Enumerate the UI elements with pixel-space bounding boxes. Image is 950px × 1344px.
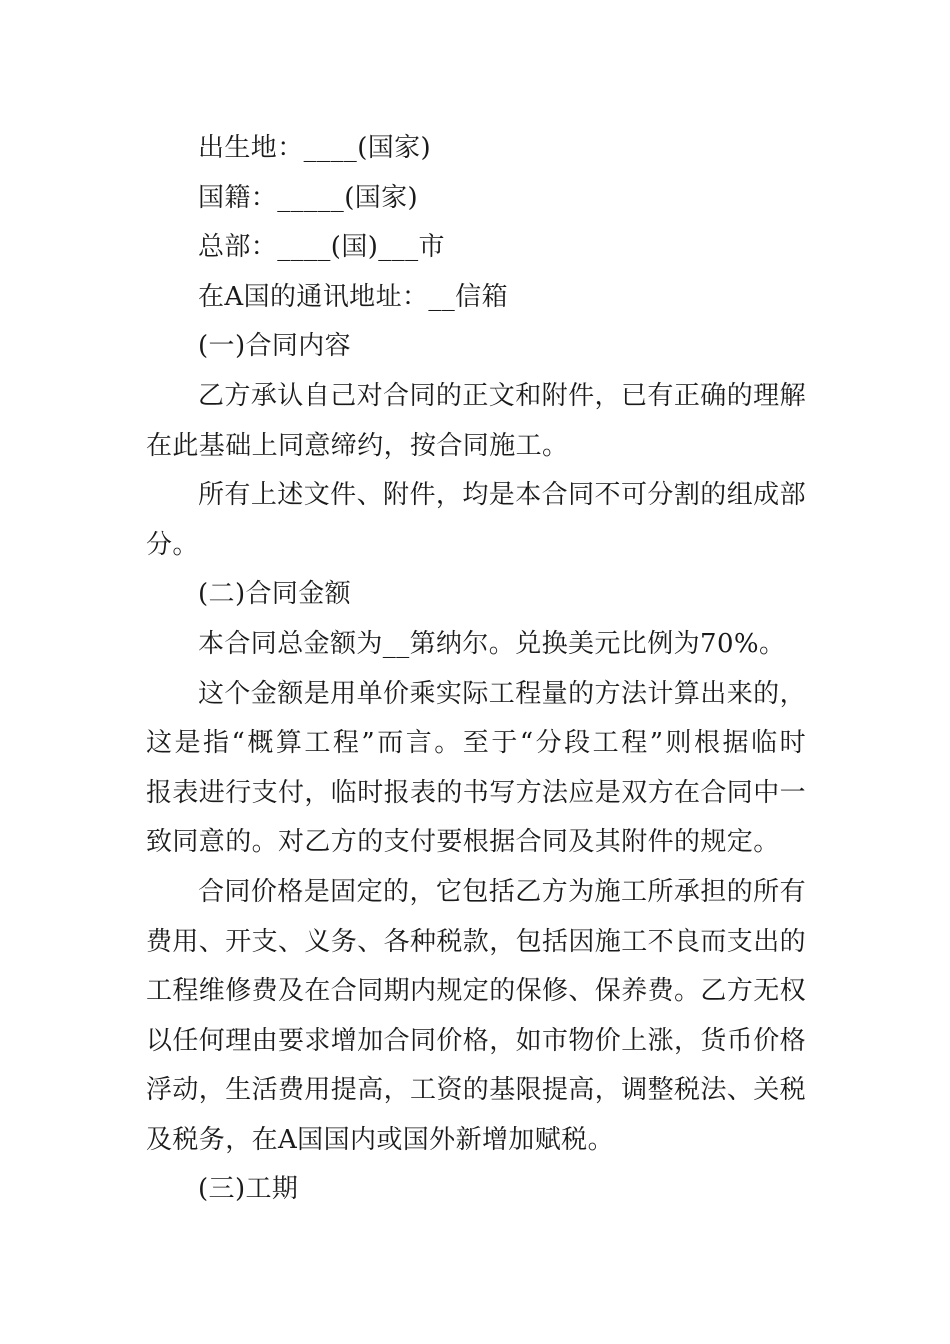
text-line: 以任何理由要求增加合同价格，如市物价上涨，货币价格 xyxy=(146,1025,807,1056)
text-line: 报表进行支付，临时报表的书写方法应是双方在合同中一 xyxy=(146,777,807,808)
text-line: 合同价格是固定的，它包括乙方为施工所承担的所有 xyxy=(198,876,806,907)
text-line: 乙方承认自己对合同的正文和附件，已有正确的理解 xyxy=(198,380,806,411)
text-line: 本合同总金额为__第纳尔。兑换美元比例为70%。 xyxy=(198,628,786,659)
text-line: 工程维修费及在合同期内规定的保修、保养费。乙方无权 xyxy=(146,976,807,1007)
text-line: 所有上述文件、附件，均是本合同不可分割的组成部 xyxy=(198,480,806,511)
text-line: 这是指“概算工程”而言。至于“分段工程”则根据临时 xyxy=(146,728,806,759)
text-line: (一)合同内容 xyxy=(198,331,352,362)
text-line: 总部：____(国)___市 xyxy=(198,232,445,263)
text-line: 在此基础上同意缔约，按合同施工。 xyxy=(146,430,569,461)
text-line: 费用、开支、义务、各种税款，包括因施工不良而支出的 xyxy=(146,926,807,957)
text-line: 这个金额是用单价乘实际工程量的方法计算出来的， xyxy=(198,678,806,709)
text-line: 国籍：_____(国家) xyxy=(198,182,419,213)
text-line: 分。 xyxy=(146,529,199,560)
text-line: 出生地：____(国家) xyxy=(198,133,432,163)
document-body xyxy=(146,124,806,1215)
text-line: 在A国的通讯地址：__信箱 xyxy=(198,281,508,312)
text-line: 致同意的。对乙方的支付要根据合同及其附件的规定。 xyxy=(146,827,780,858)
text-line: (二)合同金额 xyxy=(198,579,352,610)
text-line: 浮动，生活费用提高，工资的基限提高，调整税法、关税 xyxy=(146,1075,807,1106)
text-line: 及税务，在A国国内或国外新增加赋税。 xyxy=(146,1124,614,1155)
text-line: (三)工期 xyxy=(198,1174,299,1205)
